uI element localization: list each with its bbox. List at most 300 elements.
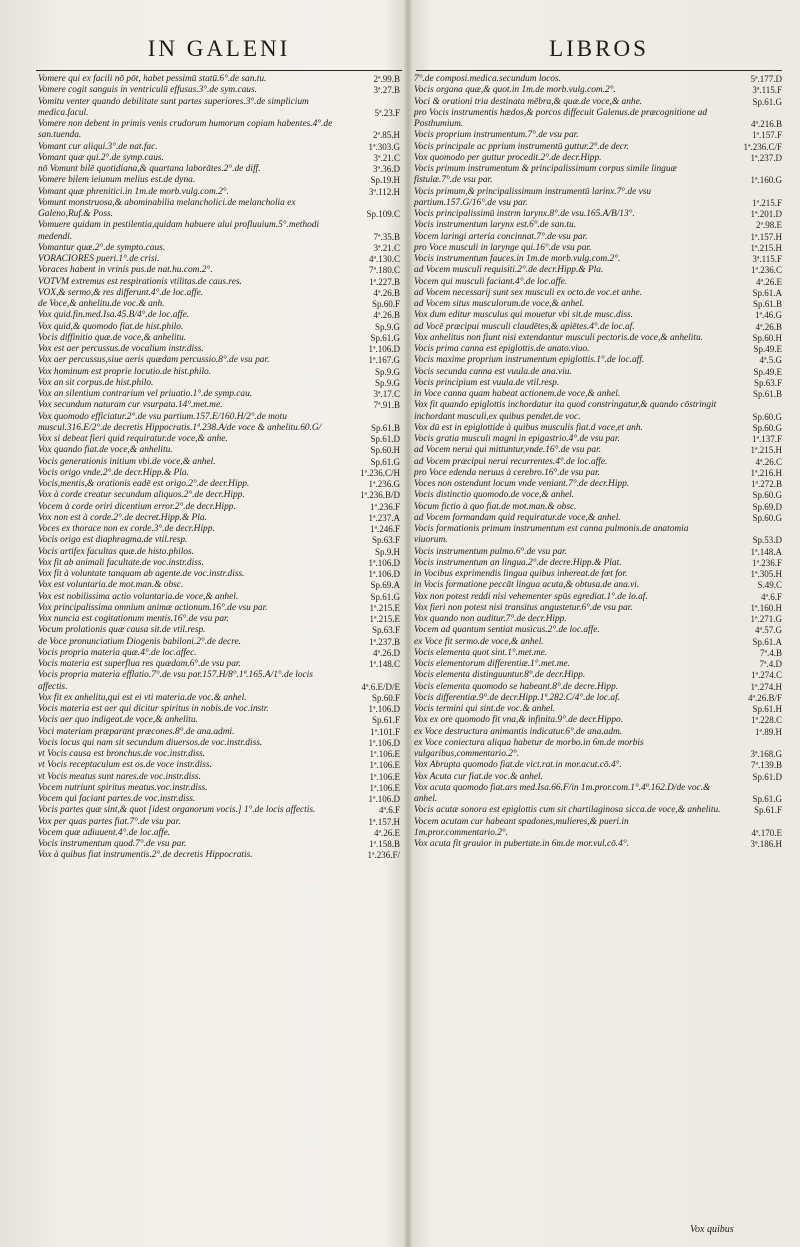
entry-text: Vocis,mentis,& orationis eadē est origo.2°.de decr.Hipp.	[38, 479, 250, 489]
entry-reference: 1ª.201.D	[750, 209, 782, 219]
entry-text: Vocis instrumentum an lingua.2°.de decre.Hipp.& Plat.	[414, 557, 622, 568]
entry-text: Vox nuncia est cogitationum mentis.16°.de vsu par.	[38, 614, 229, 624]
entry-reference: Sp.60.H	[370, 445, 400, 456]
index-entry	[38, 524, 400, 535]
index-entry	[38, 670, 400, 693]
index-entry	[414, 333, 782, 344]
index-entry	[414, 772, 782, 783]
index-entry	[38, 288, 400, 299]
index-entry	[38, 119, 400, 142]
index-entry	[38, 445, 400, 456]
entry-text: Vox quomodo per guttur procedit.2°.de decr.Hipp.	[414, 152, 602, 163]
index-entry	[38, 479, 400, 490]
entry-text: Vocis locus qui nam sit secundum diuersos.de voc.instr.diss.	[38, 737, 263, 748]
entry-text: Vocis instrumentum quod.7°.de vsu par.	[38, 839, 187, 849]
index-entry	[414, 513, 782, 524]
entry-reference: 1ª.106.D	[368, 569, 400, 579]
header-rule-left	[36, 70, 402, 71]
entry-text: Vox an sit corpus.de hist.philo.	[38, 377, 154, 388]
entry-reference: 1ª.215.E	[369, 602, 400, 613]
entry-text: Vox Acuta cur fiat.de voc.& anhel.	[414, 771, 543, 782]
entry-text: Vox est voluntaria.de mot.man.& obsc.	[38, 580, 184, 591]
entry-reference: 4ª.26.E	[756, 276, 782, 287]
index-entry	[414, 760, 782, 771]
entry-reference: Sp.9.G	[374, 366, 400, 377]
entry-text: Vox principalissima omnium animæ actionum.16°.de vsu par.	[38, 602, 268, 613]
entry-text: Vox secundum naturam cur vsurpata.14°.met.me.	[38, 400, 223, 411]
entry-reference: Sp.69.A	[370, 580, 400, 591]
entry-text: Vox fieri non potest nisi transitus angustetur.6°.de vsu par.	[414, 602, 633, 613]
entry-text: Vox aer percussus,siue aeris quædam percussio.8°.de vsu par.	[38, 355, 270, 366]
index-entry	[38, 85, 400, 96]
entry-reference: 3ª.17.C	[373, 389, 400, 399]
entry-reference: 1ª.106.D	[368, 737, 400, 748]
entry-reference: 4ª.26.B/F	[748, 692, 782, 703]
entry-reference: 1ª.303.G	[368, 141, 400, 152]
entry-text: Vomere qui ex facili nō pōt, habet pessimū statū.6°.de san.tu.	[38, 74, 267, 84]
index-entry	[414, 603, 782, 614]
entry-reference: S.49.C	[757, 580, 782, 591]
index-entry	[38, 727, 400, 738]
entry-reference: Sp.9.G	[374, 321, 400, 332]
index-entry	[38, 614, 400, 625]
entry-reference: Sp.61.H	[752, 704, 782, 714]
entry-reference: 1ª.157.H	[750, 231, 782, 242]
entry-reference: 1ª.106.D	[368, 794, 400, 804]
entry-text: de Voce pronunciatium Diogenis babiloni.2°.de decre.	[38, 636, 242, 647]
entry-reference: 1ª.237.A	[368, 512, 400, 523]
entry-text: Vocem qui faciant partes.de voc.instr.diss.	[38, 794, 196, 804]
entry-reference: Sp.61.B	[752, 299, 782, 309]
entry-text: Vox fit ex anhelitu,qui est ei vti materia.de voc.& anhel.	[38, 692, 247, 703]
entry-text: Vomant quæ qui.2°.de symp.caus.	[38, 152, 164, 163]
entry-text: ad Vocem situs musculorum.de voce,& anhel.	[414, 299, 585, 309]
index-entry	[38, 310, 400, 321]
index-entry	[38, 198, 400, 221]
entry-text: Vocis organa quæ,& quot.in 1m.de morb.vulg.com.2°.	[414, 85, 616, 96]
entry-reference: 3ª.115.F	[752, 85, 782, 96]
index-column-left	[38, 74, 400, 862]
entry-text: pro Vocis instrumentis hædos,& porcos diffecuit Galenus.de præcognitione ad Posthumium.	[414, 107, 708, 129]
index-entry	[414, 277, 782, 288]
index-entry	[38, 389, 400, 400]
index-entry	[38, 592, 400, 603]
entry-reference: Sp.60.G	[752, 411, 782, 422]
index-entry	[38, 277, 400, 288]
entry-reference: 1ª.236.C/F	[743, 141, 782, 152]
entry-text: Vocis termini qui sint.de voc.& anhel.	[414, 704, 556, 714]
entry-reference: 1ª.106.D	[368, 704, 400, 714]
entry-text: nō Vomunt bilē quotidiana,& quartana laborātes.2°.de diff.	[38, 164, 261, 174]
entry-reference: Sp.61.G	[752, 96, 782, 107]
entry-text: Vomere bilem ieiunum melius est.de dyna.	[38, 175, 196, 186]
entry-reference: 1ª.274.H	[750, 681, 782, 692]
entry-reference: Sp.60.F	[371, 299, 400, 309]
entry-reference: 1ª.106.E	[369, 782, 400, 793]
entry-text: VOTVM extremus est respirationis vtilitas.de caus.res.	[38, 276, 242, 287]
entry-reference: 1ª.106.E	[369, 749, 400, 759]
entry-reference: Sp.60.G	[752, 490, 782, 501]
index-entry	[414, 670, 782, 681]
entry-reference: Sp.19.H	[370, 175, 400, 186]
entry-text: Vocis principalissimū instrm larynx.8°.de vsu.165.A/B/13°.	[414, 209, 635, 219]
index-entry	[38, 637, 400, 648]
index-entry	[38, 457, 400, 468]
index-entry	[38, 187, 400, 198]
entry-reference: Sp.61.B	[752, 389, 782, 399]
entry-text: Vomuere quidam in pestilentia,quidam habuere alui profluuium.5°.methodi medendi.	[38, 220, 320, 242]
entry-reference: 7ª.180.C	[369, 265, 400, 276]
entry-reference: Sp.63.F	[371, 535, 400, 546]
index-entry	[38, 164, 400, 175]
entry-reference: 4ª.6.F	[761, 591, 782, 602]
entry-text: Vocis primum instrumentum & principalissimum corpus simile linguæ fistulæ.7°.de vsu par.	[414, 164, 677, 186]
index-entry	[38, 355, 400, 366]
entry-reference: 4ª.170.E	[751, 827, 782, 838]
index-entry	[38, 153, 400, 164]
index-entry	[38, 468, 400, 479]
entry-text: Vocis artifex facultas quæ.de histo.philos.	[38, 546, 194, 557]
index-entry	[38, 265, 400, 276]
index-entry	[414, 400, 782, 423]
entry-reference: Sp.60.G	[752, 422, 782, 433]
entry-reference: Sp.63.F	[753, 377, 782, 388]
entry-text: in Vocibus exprimendis lingua quibus inhereat.de fœt for.	[414, 569, 628, 579]
entry-reference: 3ª.21.C	[373, 152, 400, 163]
entry-reference: 7ª.139.B	[751, 760, 782, 771]
index-entry	[38, 400, 400, 411]
entry-reference: 3ª.112.H	[368, 186, 400, 197]
index-entry	[414, 637, 782, 648]
entry-text: in Vocis formatione peccāt lingua acuta,& obtusa.de ana.vi.	[414, 580, 640, 591]
index-entry	[414, 378, 782, 389]
index-entry	[414, 502, 782, 513]
entry-text: VORACIORES pueri.1°.de crisi.	[38, 254, 160, 264]
entry-text: ad Vocem præcipui nerui recurrentes.4°.de loc.affe.	[414, 456, 608, 467]
entry-reference: 1ª.215.H	[750, 445, 782, 456]
index-entry	[38, 243, 400, 254]
index-entry	[38, 749, 400, 760]
index-entry	[414, 648, 782, 659]
index-entry	[414, 288, 782, 299]
entry-text: Vocis instrumentum pulmo.6°.de vsu par.	[414, 546, 567, 557]
entry-reference: 1ª.237.B	[369, 636, 400, 647]
index-entry	[414, 310, 782, 321]
index-entry	[414, 209, 782, 220]
index-entry	[414, 738, 782, 761]
entry-text: Vocis secunda canna est vuula.de ana.viu.	[414, 366, 572, 377]
entry-reference: Sp.61.D	[370, 434, 400, 444]
entry-reference: 7ª.4.D	[759, 659, 782, 669]
entry-reference: 1ª.305.H	[750, 569, 782, 579]
entry-reference: 3ª.36.D	[373, 164, 400, 174]
index-entry	[38, 625, 400, 636]
entry-reference: Sp.61.G	[370, 456, 400, 467]
entry-reference: 2ª.85.H	[373, 130, 400, 141]
entry-reference: 4ª.26.B	[755, 321, 782, 332]
entry-text: Vocem quæ adiuuent.4°.de loc.affe.	[38, 827, 171, 838]
entry-reference: 1ª.89.H	[755, 726, 782, 737]
entry-text: Vox anhelitus non fiunt nisi extendantur musculi pectoris.de voce,& anhelitu.	[414, 332, 704, 343]
entry-reference: 1ª.215.F	[752, 197, 782, 208]
entry-reference: 4ª.26.B	[373, 287, 400, 298]
entry-reference: 2ª.98.E	[756, 220, 782, 231]
index-entry	[414, 85, 782, 96]
running-head-left: IN GALENI	[147, 36, 291, 61]
entry-text: ad Vocē præcipui musculi claudētes,& apiētes.4°.de loc.af.	[414, 321, 635, 332]
entry-reference: 1ª.227.B	[369, 276, 400, 287]
entry-text: ex Voce destructura animantis indicatur.6°.de ana.adm.	[414, 726, 623, 737]
index-entry	[38, 693, 400, 704]
entry-text: Vox à quibus fiat instrumentis.2°.de decretis Hippocratis.	[38, 850, 253, 861]
entry-text: Vox Abrupta quomodo fiat.de vict.rat.in mor.acut.cō.4°.	[414, 760, 622, 771]
entry-text: Vocis elementa quomodo se habeant.8°.de decre.Hipp.	[414, 681, 619, 692]
entry-reference: Sp.61.G	[752, 794, 782, 804]
entry-reference: 3ª.186.H	[750, 839, 782, 849]
index-entry	[414, 74, 782, 85]
index-entry	[38, 850, 400, 861]
entry-text: Vocis materia est superflua res quædam.6°.de vsu par.	[38, 659, 241, 669]
index-entry	[38, 254, 400, 265]
index-entry	[414, 153, 782, 164]
entry-text: Vocis instrumentum larynx est.6°.de san.tu.	[414, 220, 577, 231]
entry-reference: Sp.53.D	[752, 535, 782, 546]
index-entry	[414, 569, 782, 580]
entry-reference: 7ª.4.B	[760, 647, 782, 658]
entry-text: Vocis origo vnde.2°.de decr.Hipp.& Pla.	[38, 467, 189, 478]
entry-reference: 1ª.236.B/D	[360, 490, 400, 501]
index-entry	[414, 805, 782, 816]
entry-text: Vocem acutam cur habeant spadones,mulieres,& pueri.in 1m.pror.commentario.2°.	[414, 816, 629, 838]
index-entry	[414, 322, 782, 333]
entry-text: Vox non est à corde.2°.de decret.Hipp.& Pla.	[38, 512, 207, 523]
entry-text: Vocem nutriunt spiritus meatus.voc.instr.diss.	[38, 782, 208, 793]
index-entry	[38, 299, 400, 310]
entry-reference: 1ª.106.E	[369, 760, 400, 771]
index-entry	[38, 547, 400, 558]
entry-reference: Sp.61.B	[370, 422, 400, 433]
entry-reference: 4ª.26.C	[755, 456, 782, 467]
entry-reference: 1ª.160.H	[750, 602, 782, 613]
entry-reference: Sp.9.G	[374, 377, 400, 388]
index-entry	[38, 580, 400, 591]
index-entry	[38, 648, 400, 659]
index-entry	[414, 423, 782, 434]
entry-reference: 1ª.160.G	[750, 175, 782, 186]
entry-reference: 1ª.216.H	[750, 467, 782, 478]
entry-text: Vox dum editur musculus qui mouetur vbi sit.de musc.diss.	[414, 310, 633, 321]
index-entry	[414, 355, 782, 366]
index-entry	[38, 715, 400, 726]
entry-text: Vocem qui musculi faciant.4°.de loc.affe.	[414, 276, 568, 287]
entry-text: Vox est nobilissima actio voluntaria.de voce,& anhel.	[38, 591, 239, 602]
index-entry	[38, 783, 400, 794]
entry-reference: 3ª.168.G	[750, 749, 782, 759]
entry-text: Vocem laringi arteria concinnat.7°.de vsu par.	[414, 231, 588, 242]
entry-reference: 1ª.157.H	[368, 816, 400, 827]
entry-text: Vocem à corde oriri dicentium error.2°.de decr.Hipp.	[38, 501, 236, 512]
page-gutter	[404, 0, 412, 1247]
index-entry	[38, 490, 400, 501]
index-entry	[38, 412, 400, 435]
entry-reference: 4ª.26.B	[373, 310, 400, 321]
index-entry	[414, 389, 782, 400]
entry-reference: Sp.109.C	[366, 209, 400, 219]
entry-text: Vox quando non auditur.7°.de decr.Hipp.	[414, 614, 567, 624]
catchword: Vox quibus	[690, 1224, 734, 1235]
entry-text: Vomant cur aliqui.3°.de nat.fac.	[38, 141, 158, 152]
entry-text: Vocis principium est vuula.de vtil.resp.	[414, 377, 560, 388]
entry-text: Voces non ostendunt locum vnde veniant.7°.de decr.Hipp.	[414, 479, 630, 489]
entry-reference: 1ª.106.D	[368, 344, 400, 354]
entry-reference: Sp.63.F	[371, 625, 400, 636]
entry-text: Vox est aer percussus.de vocalium instr.diss.	[38, 344, 204, 354]
entry-text: Vomant quæ phrenitici.in 1m.de morb.vulg.com.2°.	[38, 186, 229, 197]
index-entry	[414, 344, 782, 355]
entry-text: Vox ex ore quomodo fit vna,& infinita.9°.de decr.Hippo.	[414, 715, 624, 726]
entry-reference: 1ª.272.B	[751, 479, 782, 489]
index-entry	[38, 839, 400, 850]
entry-reference: 1ª.237.D	[750, 152, 782, 163]
index-entry	[414, 715, 782, 726]
entry-reference: 4ª.216.B	[751, 119, 782, 129]
index-entry	[38, 817, 400, 828]
entry-text: Vocis origo est diaphragma.de vtil.resp.	[38, 535, 188, 546]
entry-text: Vocis differentiæ.9°.de decr.Hipp.1ª.282.C/4°.de loc.af.	[414, 692, 621, 703]
index-entry	[38, 704, 400, 715]
entry-reference: 1ª.215.H	[750, 242, 782, 253]
entry-reference: 4ª.57.G	[755, 625, 782, 636]
entry-text: Vomere cogit sanguis in ventriculū effusus.3°.de sym.caus.	[38, 85, 257, 96]
entry-text: Vocis elementa distinguuntur.8°.de decr.Hipp.	[414, 670, 586, 681]
index-entry	[38, 502, 400, 513]
index-entry	[414, 97, 782, 108]
entry-text: de Voce,& anhelitu.de voc.& anh.	[38, 299, 165, 309]
entry-reference: Sp.61.F	[371, 715, 400, 726]
entry-reference: 4ª.6.E/D/E	[361, 681, 400, 692]
entry-reference: 1ª.271.G	[750, 614, 782, 624]
entry-text: Vocis formationis primum instrumentum est canna pulmonis.de anatomia viuorum.	[414, 524, 689, 546]
index-column-right	[414, 74, 782, 850]
entry-text: Vocis proprium instrumentum.7°.de vsu par.	[414, 130, 579, 141]
entry-reference: 3ª.115.F	[752, 254, 782, 264]
entry-reference: Sp.61.G	[370, 332, 400, 343]
entry-reference: 1ª.236.C/H	[360, 467, 400, 478]
index-entry	[414, 232, 782, 243]
entry-reference: 1ª.236.F/	[367, 850, 400, 861]
entry-reference: 1ª.148.C	[369, 659, 400, 669]
index-entry	[414, 524, 782, 547]
index-entry	[414, 254, 782, 265]
entry-text: vt Vocis causa est bronchus.de voc.instr.diss.	[38, 749, 206, 759]
index-entry	[414, 243, 782, 254]
entry-reference: Sp.69.D	[752, 501, 782, 512]
entry-reference: 7ª.35.B	[373, 231, 400, 242]
entry-text: ad Vocem necessarij sunt sex musculi ex octo.de voc.et anhe.	[414, 287, 643, 298]
index-entry	[414, 367, 782, 378]
entry-reference: Sp.61.D	[752, 771, 782, 782]
index-entry	[38, 603, 400, 614]
index-entry	[414, 693, 782, 704]
entry-reference: 5ª.23.F	[374, 107, 400, 118]
index-entry	[38, 794, 400, 805]
entry-text: Vocis propria materia quæ.4°.de loc.affec.	[38, 647, 197, 658]
entry-text: Vocis generationis initium vbi.de voce,& anhel.	[38, 456, 216, 467]
index-entry	[38, 828, 400, 839]
entry-reference: 4ª.130.C	[369, 254, 400, 264]
index-entry	[414, 558, 782, 569]
entry-text: Vocis primum,& principalissimum instrumentū larinx.7°.de vsu partium.157.G/16°.de vsu par.	[414, 186, 652, 208]
entry-text: Vocis gratia musculi magni in epigastrio.4°.de vsu par.	[414, 434, 620, 444]
index-entry	[38, 434, 400, 445]
entry-reference: 1ª.106.E	[369, 771, 400, 782]
index-entry	[414, 839, 782, 850]
entry-reference: 2ª.99.B	[373, 74, 400, 84]
entry-text: Vox quomodo efficiatur.2°.de vsu partium.157.E/160.H/2°.de motu muscul.316.E/2°.de decretis Hippocratis.1ª.238.A/de voce & anhelitu.60.G/	[38, 411, 322, 433]
entry-text: ad Vocem musculi requisiti.2°.de decr.Hipp.& Pla.	[414, 265, 604, 276]
entry-text: Vocum fictio à quo fiat.de mot.man.& obsc.	[414, 501, 577, 512]
index-entry	[38, 220, 400, 243]
index-entry	[38, 738, 400, 749]
index-entry	[38, 333, 400, 344]
entry-reference: 1ª.274.C	[751, 670, 782, 681]
index-entry	[38, 558, 400, 569]
entry-reference: 4ª.6.F	[379, 805, 400, 816]
index-entry	[414, 592, 782, 603]
entry-text: Vomunt monstruosa,& abominabilia melancholici.de melancholia ex Galeno,Ruf.& Poss.	[38, 197, 296, 219]
entry-text: Vox non potest reddi nisi vehementer spūs egrediat.1°.de lo.af.	[414, 591, 648, 602]
entry-text: Vomere non debent in primis venis crudorum humorum copiam habentes.4°.de san.tuenda.	[38, 119, 333, 141]
index-entry	[414, 468, 782, 479]
entry-text: Voraces habent in vrinis pus.de nat.hu.com.2°.	[38, 265, 213, 276]
entry-reference: Sp.49.E	[753, 366, 782, 377]
entry-text: Vox acuta quomodo fiat.ars med.Isa.66.F/in 1m.pror.com.1°.4ª.162.D/de voc.& anhel.	[414, 782, 711, 804]
index-entry	[414, 547, 782, 558]
index-entry	[414, 704, 782, 715]
entry-text: Vox per quas partes fiat.7°.de vsu par.	[38, 816, 181, 827]
entry-reference: 4ª.5.G	[759, 355, 782, 366]
entry-reference: 1ª.157.F	[752, 130, 782, 141]
entry-text: ex Voce coniectura aliqua habetur de morbo.in 6m.de morbis vulgaribus,commentario.2°.	[414, 737, 644, 759]
entry-text: Vocum prolationis quæ causa sit.de vtil.resp.	[38, 625, 206, 636]
entry-text: Vocis principale ac pprium instrumentū guttur.2°.de decr.	[414, 141, 629, 152]
index-entry	[414, 817, 782, 840]
index-entry	[38, 569, 400, 580]
entry-text: Vox quid,& quomodo fiat.de hist.philo.	[38, 321, 184, 332]
entry-reference: Sp.61.A	[752, 636, 782, 647]
entry-text: Vocem ad quantum sentiat musicus.2°.de loc.affe.	[414, 625, 600, 636]
entry-text: pro Voce edenda neruus à cerebro.16°.de vsu par.	[414, 467, 600, 478]
entry-reference: 1ª.137.F	[752, 434, 782, 444]
entry-reference: 1ª.236.C	[751, 265, 782, 276]
entry-text: Vox acuta fit grauior in pubertate.in 6m.de mor.vul.cō.4°.	[414, 839, 629, 849]
index-entry	[414, 625, 782, 636]
entry-text: Vox an silentium contrarium vel priuatio.1°.de symp.cau.	[38, 389, 253, 399]
entry-reference: 1ª.106.D	[368, 557, 400, 568]
index-entry	[414, 727, 782, 738]
header-rule-right	[416, 70, 782, 71]
index-entry	[414, 434, 782, 445]
entry-reference: Sp.60.F	[371, 692, 400, 703]
entry-text: Voces ex thorace non ex corde.3°.de decr.Hipp.	[38, 524, 215, 534]
entry-text: Voci materiam præparant præcones.8°.de ana.admi.	[38, 726, 235, 737]
entry-reference: 1ª.46.G	[755, 310, 782, 321]
entry-text: Vocis instrumentum fauces.in 1m.de morb.vulg.com.2°.	[414, 254, 621, 264]
index-entry	[414, 659, 782, 670]
running-head-right: LIBROS	[549, 36, 649, 61]
entry-text: VOX,& sermo,& res differunt.4°.de loc.affe.	[38, 287, 204, 298]
entry-reference: 3ª.21.C	[373, 242, 400, 253]
